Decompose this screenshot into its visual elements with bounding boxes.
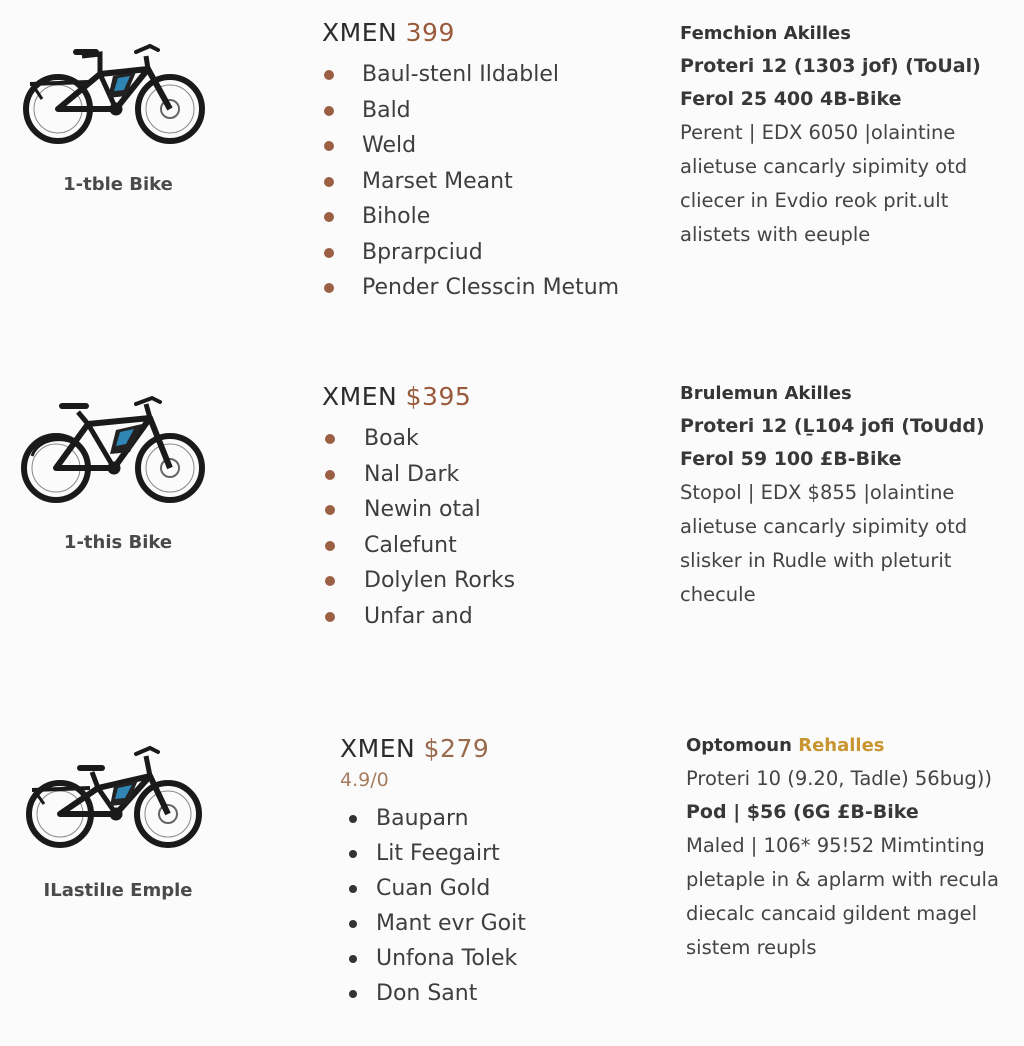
heading-accent: Rehalles <box>798 735 885 756</box>
bullet-dot-icon <box>324 141 334 151</box>
bullet-dot-icon <box>325 434 335 444</box>
product-row-1 <box>0 0 1024 340</box>
feature-list <box>340 801 526 1011</box>
list-item: Lit Feegairt <box>340 836 526 871</box>
list-item: Baul-stenl Ildablel <box>322 57 619 93</box>
bullet-dot-icon <box>349 990 357 998</box>
spec-line: Proteri 12 (1303 jof) (ToUal) <box>680 55 981 77</box>
list-item: Cuan Gold <box>340 871 526 906</box>
description-line: Perent | EDX 6050 |olaintine <box>680 121 956 144</box>
bike-caption: ILastilıe Emple <box>43 880 193 901</box>
bullet-dot-icon <box>325 470 335 480</box>
bullet-dot-icon <box>324 177 334 187</box>
list-item: Don Sant <box>340 976 526 1011</box>
list-item: Unfona Tolek <box>340 941 526 976</box>
spec-block <box>322 382 515 634</box>
description-line: alistets with eeuple <box>680 223 871 246</box>
model-rating: 4.9/0 <box>340 769 389 791</box>
list-item: Nal Dark <box>322 457 515 493</box>
bullet-dot-icon <box>324 248 334 258</box>
list-item: Calefunt <box>322 528 515 564</box>
product-row-3 <box>0 706 1024 1046</box>
list-item: Weld <box>322 128 619 164</box>
description-block <box>686 730 1016 965</box>
bullet-dot-icon <box>324 212 334 222</box>
list-item: Unfar and <box>322 599 515 635</box>
bullet-dot-icon <box>325 612 335 622</box>
list-item: Bprarpciud <box>322 235 619 271</box>
model-name: XMEN <box>322 18 398 47</box>
description-heading: Brulemun Akilles <box>680 383 852 404</box>
model-price: $395 <box>405 382 472 411</box>
spec-line: Ferol 59 100 £B-Bike <box>680 448 902 470</box>
model-price: $279 <box>423 734 490 763</box>
description-line: alietuse cancarly sipimity otd <box>680 515 968 538</box>
bike-caption: 1-this Bike <box>63 532 173 553</box>
description-line: alietuse cancarly sipimity otd <box>680 155 968 178</box>
spec-line: Proteri 12 (Ḻ104 jofi (ToUdd) <box>680 415 985 437</box>
bullet-dot-icon <box>325 576 335 586</box>
model-title <box>340 734 526 763</box>
list-item: Boak <box>322 421 515 457</box>
description-line: pletaple in & aplarm with recula <box>686 868 999 891</box>
spec-line: Ferol 25 400 4B-Bike <box>680 88 902 110</box>
bullet-dot-icon <box>325 541 335 551</box>
description-line: diecalc cancaid gildent magel <box>686 902 978 925</box>
list-item: Mant evr Goit <box>340 906 526 941</box>
description-heading: Femchion Akilles <box>680 23 851 44</box>
list-item: Dolylen Rorks <box>322 563 515 599</box>
model-name: XMEN <box>322 382 398 411</box>
feature-list <box>322 57 619 306</box>
description-line: slisker in Rudle with pleturit <box>680 549 952 572</box>
description-block <box>680 18 1010 252</box>
spec-block <box>340 734 526 1011</box>
bullet-dot-icon <box>324 283 334 293</box>
ebike-image <box>18 730 214 860</box>
spec-block <box>322 18 619 306</box>
description-line: Stopol | EDX $855 |olaintine <box>680 481 955 504</box>
bullet-dot-icon <box>324 106 334 116</box>
bullet-dot-icon <box>349 850 357 858</box>
description-line: cliecer in Evdio reok prit.ult <box>680 189 949 212</box>
feature-list <box>322 421 515 634</box>
model-price: 399 <box>405 18 455 47</box>
bike-block <box>18 382 218 553</box>
bike-block <box>18 730 218 901</box>
bullet-dot-icon <box>349 920 357 928</box>
list-item: Bihole <box>322 199 619 235</box>
ebike-image <box>18 24 214 154</box>
model-title <box>322 382 515 411</box>
bullet-dot-icon <box>325 505 335 515</box>
bullet-dot-icon <box>349 815 357 823</box>
ebike-image <box>18 382 214 512</box>
spec-line: Pod | $56 (6G £B-Bike <box>686 801 919 823</box>
description-line: sistem reupls <box>686 936 817 959</box>
description-heading: Optomoun Rehalles <box>686 735 885 756</box>
list-item: Pender Clesscin Metum <box>322 270 619 306</box>
list-item: Newin otal <box>322 492 515 528</box>
bullet-dot-icon <box>324 70 334 80</box>
bike-caption: 1-tble Bike <box>63 174 173 195</box>
list-item: Bauparn <box>340 801 526 836</box>
spec-line: Proteri 10 (9.20, Tadle) 56bug)) <box>686 767 993 790</box>
description-block <box>680 378 1010 612</box>
model-title <box>322 18 619 47</box>
description-line: Maled | 106* 95!52 Mimtinting <box>686 834 985 857</box>
list-item: Marset Meant <box>322 164 619 200</box>
product-row-2 <box>0 358 1024 698</box>
bullet-dot-icon <box>349 885 357 893</box>
description-line: checule <box>680 583 756 606</box>
list-item: Bald <box>322 93 619 129</box>
bullet-dot-icon <box>349 955 357 963</box>
bike-block <box>18 24 218 195</box>
model-name: XMEN <box>340 734 416 763</box>
